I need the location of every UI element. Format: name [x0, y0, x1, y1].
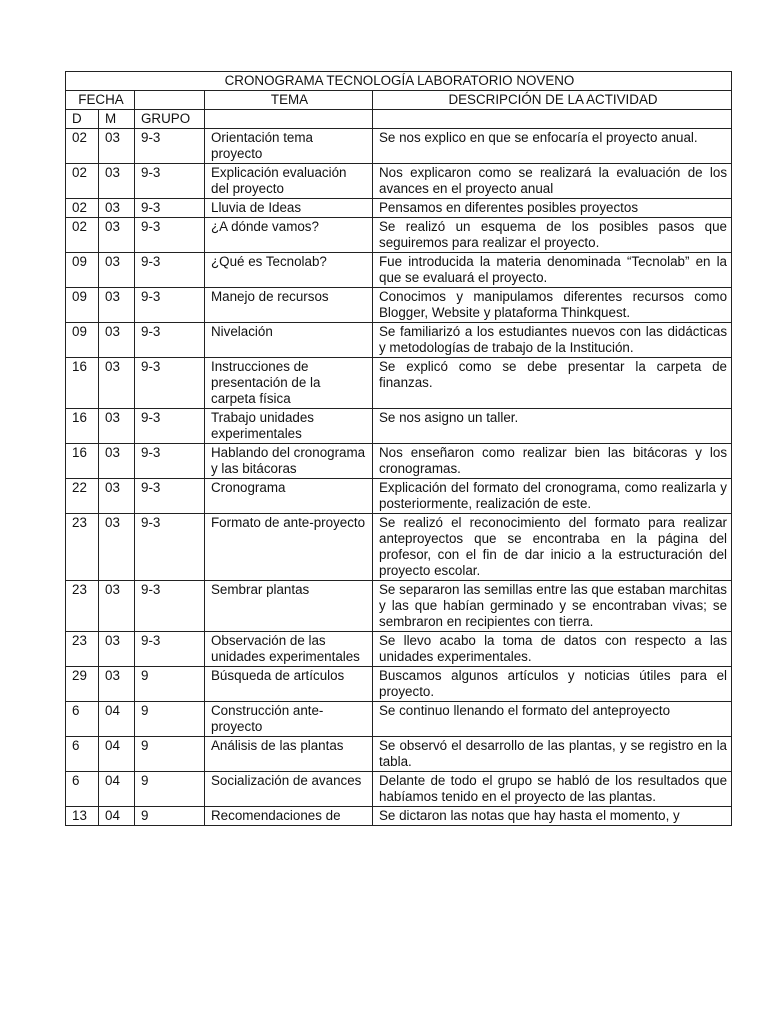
cell-dia: 16	[66, 444, 99, 479]
cell-tema: Trabajo unidades experimentales	[205, 409, 373, 444]
cell-mes: 03	[99, 358, 135, 409]
cell-tema: Recomendaciones de	[205, 807, 373, 826]
table-row	[66, 772, 732, 807]
table-row	[66, 632, 732, 667]
cell-descripcion: Nos explicaron como se realizará la evaluación de los avances en el proyecto anual	[373, 164, 732, 199]
cell-mes: 04	[99, 737, 135, 772]
cell-descripcion: Se llevo acabo la toma de datos con respecto a las unidades experimentales.	[373, 632, 732, 667]
table-title: CRONOGRAMA TECNOLOGÍA LABORATORIO NOVENO	[66, 72, 732, 91]
table-row	[66, 702, 732, 737]
cell-descripcion: Se separaron las semillas entre las que estaban marchitas y las que habían germinado y se encontraban vivas; se sembraron en recipientes con tierra.	[373, 581, 732, 632]
cell-dia: 23	[66, 632, 99, 667]
cell-grupo: 9-3	[135, 129, 205, 164]
table-row	[66, 444, 732, 479]
cell-dia: 22	[66, 479, 99, 514]
cell-dia: 23	[66, 514, 99, 581]
header-dia: D	[66, 110, 99, 129]
cell-grupo: 9-3	[135, 514, 205, 581]
cell-descripcion: Delante de todo el grupo se habló de los resultados que habíamos tenido en el proyecto de las plantas.	[373, 772, 732, 807]
cell-grupo: 9-3	[135, 253, 205, 288]
header-grupo: GRUPO	[135, 110, 205, 129]
header-tema: TEMA	[205, 91, 373, 110]
cell-tema: Socialización de avances	[205, 772, 373, 807]
cell-dia: 16	[66, 409, 99, 444]
cell-dia: 09	[66, 288, 99, 323]
cell-grupo: 9-3	[135, 444, 205, 479]
cell-grupo: 9	[135, 772, 205, 807]
cell-mes: 03	[99, 632, 135, 667]
cell-descripcion: Se realizó el reconocimiento del formato para realizar anteproyectos que se encontraba en la página del profesor, con el fin de dar inicio a la estructuración del proyecto escolar.	[373, 514, 732, 581]
cell-tema: Formato de ante-proyecto	[205, 514, 373, 581]
cell-grupo: 9-3	[135, 199, 205, 218]
cell-descripcion: Conocimos y manipulamos diferentes recursos como Blogger, Website y plataforma Thinkquest.	[373, 288, 732, 323]
cell-mes: 03	[99, 444, 135, 479]
header-desc-blank	[373, 110, 732, 129]
cell-dia: 16	[66, 358, 99, 409]
cell-dia: 02	[66, 199, 99, 218]
cell-descripcion: Se realizó un esquema de los posibles pasos que seguiremos para realizar el proyecto.	[373, 218, 732, 253]
cell-mes: 03	[99, 409, 135, 444]
table-row	[66, 409, 732, 444]
cell-grupo: 9-3	[135, 632, 205, 667]
cell-tema: Cronograma	[205, 479, 373, 514]
cell-grupo: 9-3	[135, 164, 205, 199]
cell-tema: Observación de las unidades experimentales	[205, 632, 373, 667]
cell-dia: 02	[66, 218, 99, 253]
cell-mes: 03	[99, 323, 135, 358]
table-row	[66, 807, 732, 826]
cell-grupo: 9	[135, 667, 205, 702]
cell-mes: 03	[99, 288, 135, 323]
cell-tema: ¿Qué es Tecnolab?	[205, 253, 373, 288]
header-fecha: FECHA	[66, 91, 135, 110]
cell-dia: 02	[66, 129, 99, 164]
cell-tema: Búsqueda de artículos	[205, 667, 373, 702]
header-tema-blank	[205, 110, 373, 129]
schedule-table	[65, 71, 732, 826]
header-row	[66, 91, 732, 110]
cell-mes: 03	[99, 218, 135, 253]
table-row	[66, 288, 732, 323]
table-row	[66, 253, 732, 288]
cell-dia: 02	[66, 164, 99, 199]
cell-tema: Construcción ante-proyecto	[205, 702, 373, 737]
cell-grupo: 9-3	[135, 479, 205, 514]
cell-grupo: 9	[135, 737, 205, 772]
cell-mes: 03	[99, 581, 135, 632]
cell-tema: ¿A dónde vamos?	[205, 218, 373, 253]
cell-mes: 04	[99, 807, 135, 826]
cell-descripcion: Se nos explico en que se enfocaría el proyecto anual.	[373, 129, 732, 164]
table-row	[66, 323, 732, 358]
header-grupo-blank	[135, 91, 205, 110]
table-row	[66, 737, 732, 772]
cell-descripcion: Pensamos en diferentes posibles proyectos	[373, 199, 732, 218]
cell-descripcion: Se observó el desarrollo de las plantas, y se registro en la tabla.	[373, 737, 732, 772]
cell-grupo: 9	[135, 807, 205, 826]
cell-dia: 6	[66, 737, 99, 772]
cell-tema: Explicación evaluación del proyecto	[205, 164, 373, 199]
cell-grupo: 9-3	[135, 323, 205, 358]
schedule-rows	[66, 129, 732, 826]
title-row	[66, 72, 732, 91]
cell-dia: 23	[66, 581, 99, 632]
cell-dia: 6	[66, 702, 99, 737]
cell-tema: Hablando del cronograma y las bitácoras	[205, 444, 373, 479]
cell-descripcion: Se nos asigno un taller.	[373, 409, 732, 444]
cell-mes: 03	[99, 129, 135, 164]
cell-mes: 03	[99, 253, 135, 288]
cell-tema: Sembrar plantas	[205, 581, 373, 632]
subheader-row	[66, 110, 732, 129]
cell-descripcion: Buscamos algunos artículos y noticias útiles para el proyecto.	[373, 667, 732, 702]
table-row	[66, 129, 732, 164]
table-row	[66, 479, 732, 514]
cell-grupo: 9-3	[135, 409, 205, 444]
header-mes: M	[99, 110, 135, 129]
cell-mes: 03	[99, 479, 135, 514]
cell-mes: 04	[99, 702, 135, 737]
table-row	[66, 358, 732, 409]
cell-tema: Orientación tema proyecto	[205, 129, 373, 164]
cell-descripcion: Explicación del formato del cronograma, como realizarla y posteriormente, realización de este.	[373, 479, 732, 514]
cell-descripcion: Se familiarizó a los estudiantes nuevos con las didácticas y metodologías de trabajo de la Institución.	[373, 323, 732, 358]
cell-dia: 09	[66, 323, 99, 358]
cell-tema: Nivelación	[205, 323, 373, 358]
cell-descripcion: Se explicó como se debe presentar la carpeta de finanzas.	[373, 358, 732, 409]
table-row	[66, 218, 732, 253]
cell-grupo: 9-3	[135, 358, 205, 409]
table-row	[66, 514, 732, 581]
cell-tema: Lluvia de Ideas	[205, 199, 373, 218]
table-row	[66, 581, 732, 632]
cell-dia: 13	[66, 807, 99, 826]
cell-descripcion: Fue introducida la materia denominada “Tecnolab” en la que se evaluará el proyecto.	[373, 253, 732, 288]
cell-grupo: 9-3	[135, 581, 205, 632]
table-row	[66, 199, 732, 218]
cell-grupo: 9	[135, 702, 205, 737]
cell-dia: 09	[66, 253, 99, 288]
cell-dia: 29	[66, 667, 99, 702]
table-row	[66, 164, 732, 199]
cell-grupo: 9-3	[135, 218, 205, 253]
cell-mes: 03	[99, 514, 135, 581]
cell-mes: 03	[99, 667, 135, 702]
cell-tema: Instrucciones de presentación de la carpeta física	[205, 358, 373, 409]
cell-descripcion: Nos enseñaron como realizar bien las bitácoras y los cronogramas.	[373, 444, 732, 479]
cell-descripcion: Se dictaron las notas que hay hasta el momento, y	[373, 807, 732, 826]
table-row	[66, 667, 732, 702]
cell-tema: Manejo de recursos	[205, 288, 373, 323]
cell-mes: 04	[99, 772, 135, 807]
cell-mes: 03	[99, 164, 135, 199]
cell-descripcion: Se continuo llenando el formato del anteproyecto	[373, 702, 732, 737]
cell-mes: 03	[99, 199, 135, 218]
cell-tema: Análisis de las plantas	[205, 737, 373, 772]
header-descripcion: DESCRIPCIÓN DE LA ACTIVIDAD	[373, 91, 732, 110]
cell-dia: 6	[66, 772, 99, 807]
cell-grupo: 9-3	[135, 288, 205, 323]
